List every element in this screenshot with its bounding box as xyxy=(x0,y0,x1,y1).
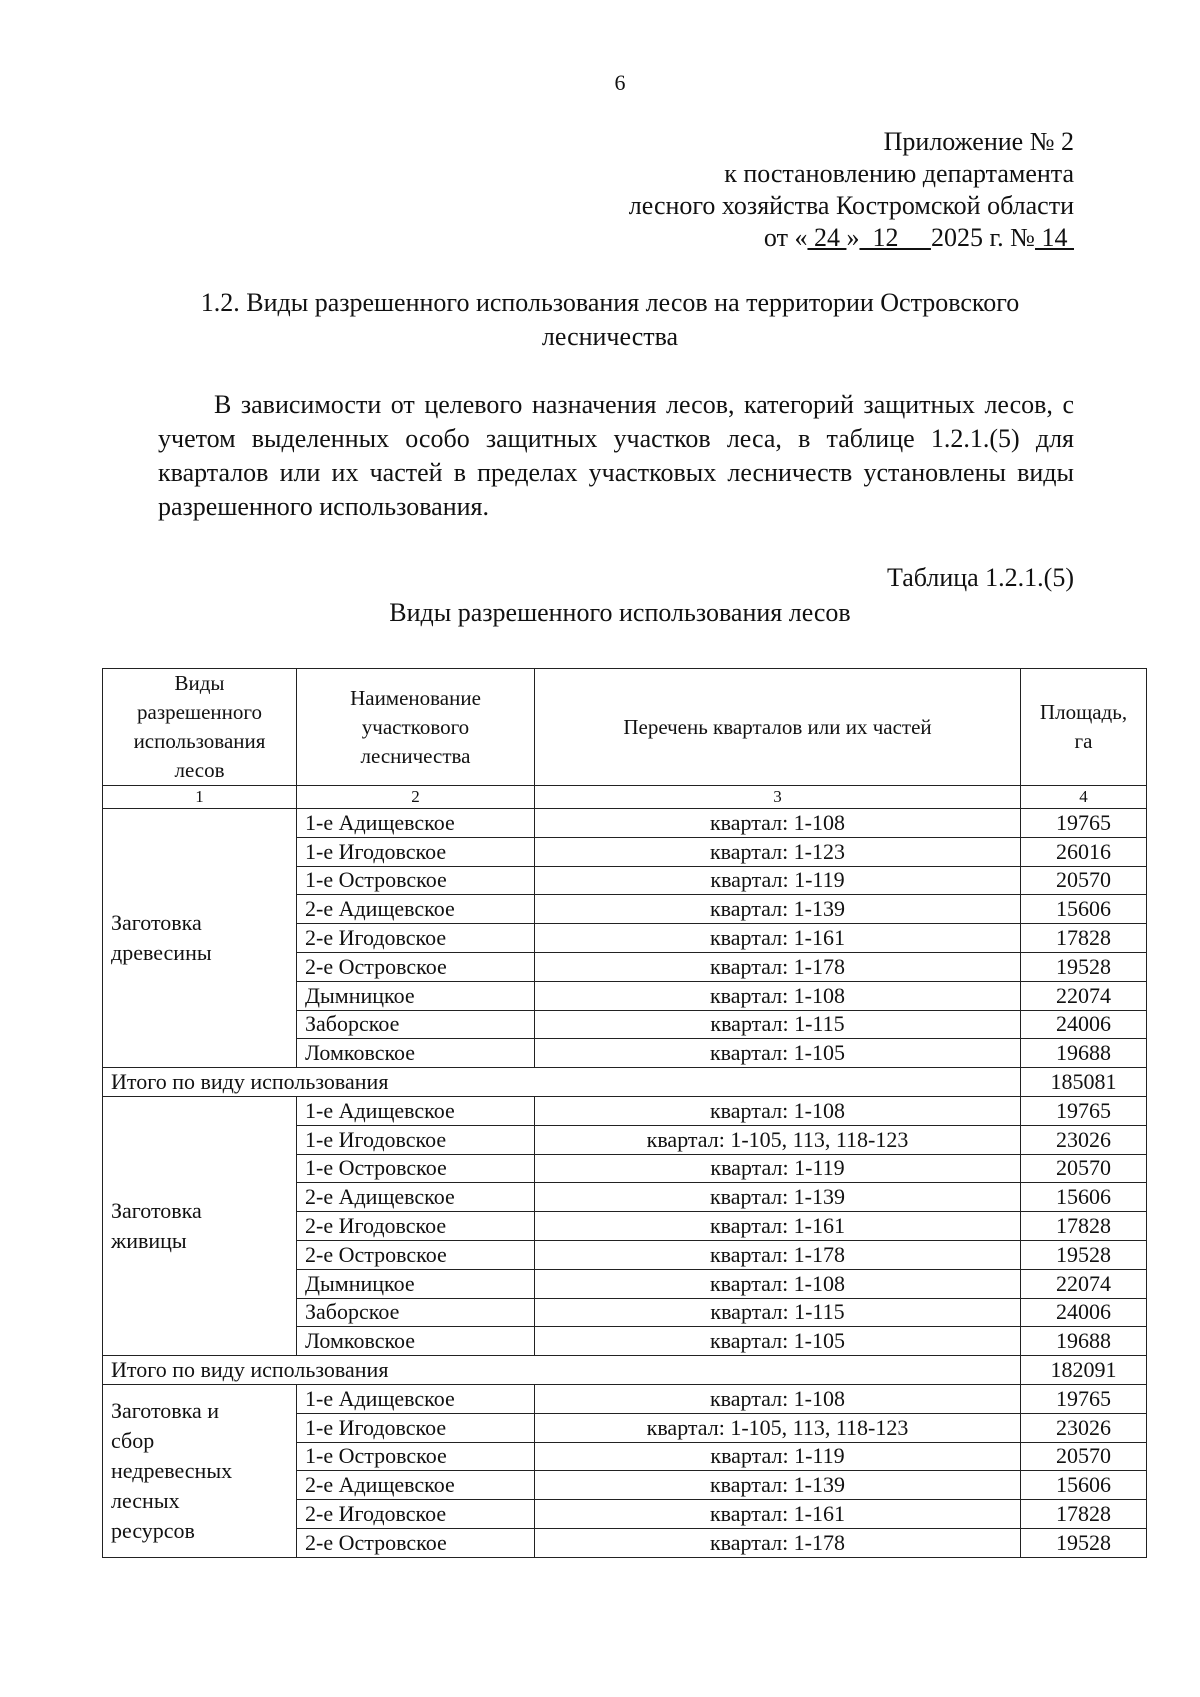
use-type-line: недревесных xyxy=(111,1457,233,1483)
forest-use-table xyxy=(102,668,1147,1558)
area-cell: 26016 xyxy=(1021,837,1147,866)
use-type-line: лесных xyxy=(111,1487,180,1513)
district-name-cell: 1-е Островское xyxy=(297,1442,535,1471)
quarters-cell: квартал: 1-178 xyxy=(535,952,1021,981)
section-title xyxy=(150,286,1070,354)
header-district-name: Наименование участкового лесничества xyxy=(297,669,535,786)
document-number: 14 xyxy=(1035,223,1074,252)
quarters-cell: квартал: 1-105, 113, 118-123 xyxy=(535,1413,1021,1442)
area-cell: 22074 xyxy=(1021,1269,1147,1298)
total-row xyxy=(103,1068,1147,1097)
table-label: Таблица 1.2.1.(5) xyxy=(886,563,1074,592)
area-cell: 19765 xyxy=(1021,1096,1147,1125)
quarters-cell: квартал: 1-139 xyxy=(535,1183,1021,1212)
area-cell: 19528 xyxy=(1021,1528,1147,1557)
area-cell: 15606 xyxy=(1021,1471,1147,1500)
area-cell: 19688 xyxy=(1021,1327,1147,1356)
date-day: 24 xyxy=(807,223,847,252)
table-header-row xyxy=(103,669,1147,786)
section-title-line-2: лесничества xyxy=(541,322,679,351)
quarters-cell: квартал: 1-161 xyxy=(535,1500,1021,1529)
area-cell: 23026 xyxy=(1021,1125,1147,1154)
area-cell: 20570 xyxy=(1021,1154,1147,1183)
district-name-cell: 2-е Островское xyxy=(297,1240,535,1269)
column-number: 1 xyxy=(103,786,297,809)
appendix-date-line xyxy=(629,222,1074,254)
quarters-cell: квартал: 1-105 xyxy=(535,1327,1021,1356)
total-label-cell: Итого по виду использования xyxy=(103,1068,1021,1097)
quarters-cell: квартал: 1-119 xyxy=(535,866,1021,895)
area-cell: 19688 xyxy=(1021,1039,1147,1068)
area-cell: 19765 xyxy=(1021,809,1147,838)
district-name-cell: 1-е Адищевское xyxy=(297,1384,535,1413)
appendix-line-2: к постановлению департамента xyxy=(724,159,1074,188)
use-type-line: Заготовка xyxy=(111,1198,202,1224)
table-row xyxy=(103,809,1147,838)
use-type-line: Заготовка и xyxy=(111,1397,220,1423)
date-month: 12 xyxy=(859,223,931,252)
area-cell: 20570 xyxy=(1021,1442,1147,1471)
district-name-cell: Ломковское xyxy=(297,1039,535,1068)
total-label-cell: Итого по виду использования xyxy=(103,1356,1021,1385)
intro-paragraph: В зависимости от целевого назначения лесов, категорий защитных лесов, с учетом выделенных особо защитных участков леса, в таблице 1.2.1.(5) для кварталов или их частей в пределах участковых лесничеств установлены виды разрешенного использования. xyxy=(158,390,1074,521)
district-name-cell: 2-е Игодовское xyxy=(297,1500,535,1529)
header-use-type: Виды разрешенного использования лесов xyxy=(103,669,297,786)
district-name-cell: Дымницкое xyxy=(297,981,535,1010)
header-quarters-list: Перечень кварталов или их частей xyxy=(535,669,1021,786)
quarters-cell: квартал: 1-105, 113, 118-123 xyxy=(535,1125,1021,1154)
district-name-cell: Ломковское xyxy=(297,1327,535,1356)
quarters-cell: квартал: 1-115 xyxy=(535,1010,1021,1039)
page-number: 6 xyxy=(614,70,626,95)
district-name-cell: 2-е Игодовское xyxy=(297,924,535,953)
quarters-cell: квартал: 1-123 xyxy=(535,837,1021,866)
area-cell: 24006 xyxy=(1021,1010,1147,1039)
total-value-cell: 182091 xyxy=(1021,1356,1147,1385)
district-name-cell: Заборское xyxy=(297,1298,535,1327)
district-name-cell: 2-е Адищевское xyxy=(297,1183,535,1212)
quarters-cell: квартал: 1-108 xyxy=(535,981,1021,1010)
appendix-header xyxy=(629,126,1074,254)
area-cell: 15606 xyxy=(1021,1183,1147,1212)
district-name-cell: Заборское xyxy=(297,1010,535,1039)
area-cell: 17828 xyxy=(1021,1500,1147,1529)
column-number: 3 xyxy=(535,786,1021,809)
quarters-cell: квартал: 1-108 xyxy=(535,1096,1021,1125)
area-cell: 15606 xyxy=(1021,895,1147,924)
district-name-cell: 1-е Адищевское xyxy=(297,809,535,838)
quarters-cell: квартал: 1-119 xyxy=(535,1154,1021,1183)
district-name-cell: 1-е Игодовское xyxy=(297,837,535,866)
area-cell: 19528 xyxy=(1021,952,1147,981)
district-name-cell: 2-е Островское xyxy=(297,952,535,981)
district-name-cell: 2-е Островское xyxy=(297,1528,535,1557)
table-caption: Виды разрешенного использования лесов xyxy=(389,598,851,627)
use-type-line: сбор xyxy=(111,1427,155,1453)
quarters-cell: квартал: 1-139 xyxy=(535,895,1021,924)
area-cell: 22074 xyxy=(1021,981,1147,1010)
total-value-cell: 185081 xyxy=(1021,1068,1147,1097)
table-row xyxy=(103,1096,1147,1125)
area-cell: 24006 xyxy=(1021,1298,1147,1327)
area-cell: 17828 xyxy=(1021,1212,1147,1241)
area-cell: 20570 xyxy=(1021,866,1147,895)
table-body xyxy=(103,809,1147,1558)
district-name-cell: 1-е Игодовское xyxy=(297,1125,535,1154)
district-name-cell: 2-е Адищевское xyxy=(297,1471,535,1500)
quarters-cell: квартал: 1-115 xyxy=(535,1298,1021,1327)
date-prefix: от « xyxy=(763,223,808,252)
date-mid: » xyxy=(846,223,860,252)
use-type-cell xyxy=(103,1096,297,1355)
district-name-cell: 2-е Адищевское xyxy=(297,895,535,924)
use-type-line: ресурсов xyxy=(111,1517,195,1543)
section-title-line-1: 1.2. Виды разрешенного использования лесов на территории Островского xyxy=(200,288,1020,317)
use-type-cell xyxy=(103,1384,297,1557)
header-area: Площадь, га xyxy=(1021,669,1147,786)
quarters-cell: квартал: 1-178 xyxy=(535,1528,1021,1557)
appendix-line-3: лесного хозяйства Костромской области xyxy=(628,191,1074,220)
district-name-cell: 1-е Игодовское xyxy=(297,1413,535,1442)
quarters-cell: квартал: 1-139 xyxy=(535,1471,1021,1500)
quarters-cell: квартал: 1-108 xyxy=(535,1269,1021,1298)
quarters-cell: квартал: 1-161 xyxy=(535,1212,1021,1241)
district-name-cell: 1-е Островское xyxy=(297,866,535,895)
area-cell: 19528 xyxy=(1021,1240,1147,1269)
quarters-cell: квартал: 1-105 xyxy=(535,1039,1021,1068)
use-type-line: древесины xyxy=(111,940,212,966)
quarters-cell: квартал: 1-108 xyxy=(535,809,1021,838)
column-number-row xyxy=(103,786,1147,809)
quarters-cell: квартал: 1-161 xyxy=(535,924,1021,953)
use-type-line: живицы xyxy=(111,1228,187,1254)
use-type-cell xyxy=(103,809,297,1068)
use-type-line: Заготовка xyxy=(111,910,202,936)
quarters-cell: квартал: 1-119 xyxy=(535,1442,1021,1471)
area-cell: 19765 xyxy=(1021,1384,1147,1413)
appendix-line-1: Приложение № 2 xyxy=(883,127,1074,156)
district-name-cell: 1-е Островское xyxy=(297,1154,535,1183)
table-row xyxy=(103,1384,1147,1413)
column-number: 4 xyxy=(1021,786,1147,809)
quarters-cell: квартал: 1-178 xyxy=(535,1240,1021,1269)
district-name-cell: 1-е Адищевское xyxy=(297,1096,535,1125)
area-cell: 23026 xyxy=(1021,1413,1147,1442)
quarters-cell: квартал: 1-108 xyxy=(535,1384,1021,1413)
district-name-cell: Дымницкое xyxy=(297,1269,535,1298)
area-cell: 17828 xyxy=(1021,924,1147,953)
district-name-cell: 2-е Игодовское xyxy=(297,1212,535,1241)
date-year: 2025 г. № xyxy=(930,223,1035,252)
column-number: 2 xyxy=(297,786,535,809)
total-row xyxy=(103,1356,1147,1385)
